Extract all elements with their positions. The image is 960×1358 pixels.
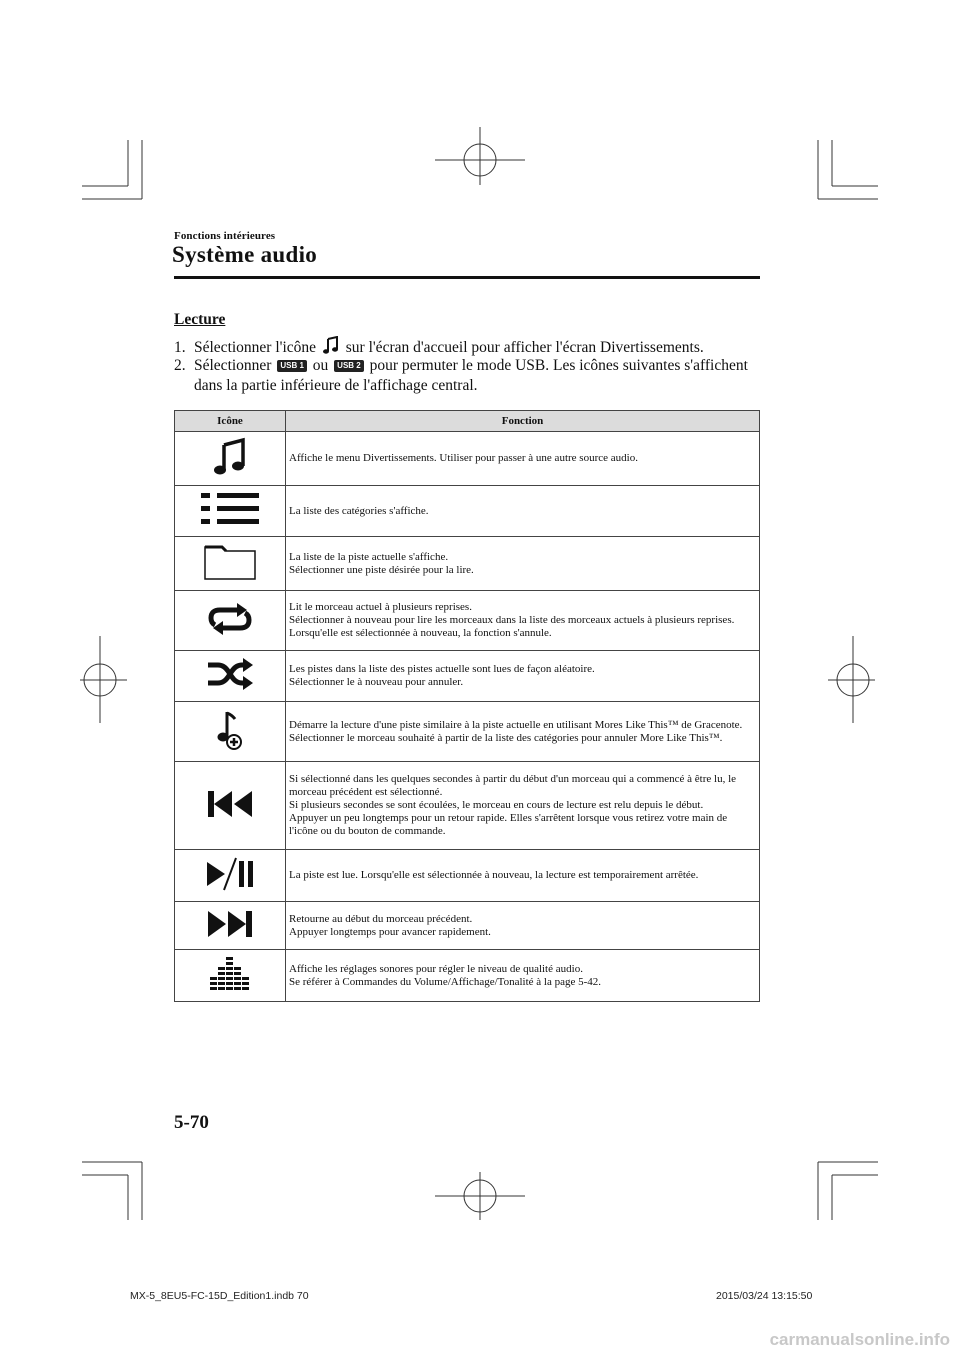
print-timestamp: 2015/03/24 13:15:50: [716, 1290, 813, 1302]
table-row: [175, 486, 760, 537]
next-track-icon: [208, 910, 252, 938]
step-text-continued: dans la partie inférieure de l'affichage central.: [194, 377, 478, 394]
table-row: [175, 762, 760, 850]
usb1-badge: USB 1: [277, 360, 307, 372]
usb2-badge: USB 2: [334, 360, 364, 372]
table-row: [175, 850, 760, 902]
step-text-before: Sélectionner: [194, 357, 272, 374]
sound-settings-icon: [210, 957, 250, 991]
step-text-mid: ou: [312, 357, 329, 374]
function-cell: La liste de la piste actuelle s'affiche. Sélectionner une piste désirée pour la lire.: [286, 537, 760, 591]
title-divider: [174, 276, 760, 279]
icon-cell: [175, 486, 286, 537]
function-cell: Lit le morceau actuel à plusieurs reprises. Sélectionner à nouveau pour lire les morceaux dans la liste des morceaux actuels à plusieurs reprises. Lorsqu'elle est sélectionnée à nouveau, la fonction s'annule.: [286, 591, 760, 651]
icon-cell: [175, 950, 286, 1002]
table-row: [175, 537, 760, 591]
function-cell: Retourne au début du morceau précédent. Appuyer longtemps pour avancer rapidement.: [286, 902, 760, 950]
page-title: Système audio: [172, 242, 318, 267]
table-row: [175, 950, 760, 1002]
music-note-icon: [212, 437, 248, 477]
icon-cell: [175, 702, 286, 762]
print-file-name: MX-5_8EU5-FC-15D_Edition1.indb 70: [130, 1290, 309, 1302]
column-header-function: Fonction: [286, 411, 760, 432]
icon-cell: [175, 850, 286, 902]
function-cell: Démarre la lecture d'une piste similaire à la piste actuelle en utilisant Mores Like This™ de Gracenote. Sélectionner le morceau souhaité à partir de la liste des catégories pour annuler More Like This™.: [286, 702, 760, 762]
play-pause-icon: [205, 857, 255, 891]
folder-icon: [204, 544, 256, 580]
icon-cell: [175, 432, 286, 486]
table-row: [175, 702, 760, 762]
column-header-icon: Icône: [175, 411, 286, 432]
function-cell: La piste est lue. Lorsqu'elle est sélectionnée à nouveau, la lecture est temporairement arrêtée.: [286, 850, 760, 902]
watermark: carmanualsonline.info: [769, 1330, 950, 1349]
table-row: [175, 651, 760, 702]
category-list-icon: [201, 491, 259, 527]
table-row: [175, 591, 760, 651]
step-text-after: sur l'écran d'accueil pour afficher l'écran Divertissements.: [345, 339, 704, 356]
subheading-lecture: Lecture: [174, 311, 226, 328]
more-like-this-icon: [217, 710, 243, 750]
function-cell: La liste des catégories s'affiche.: [286, 486, 760, 537]
step-text-after: pour permuter le mode USB. Les icônes suivantes s'affichent: [369, 357, 748, 374]
function-cell: Si sélectionné dans les quelques secondes à partir du début d'un morceau qui a commencé à être lu, le morceau précédent est sélectionné. Si plusieurs secondes se sont écoulées, le morceau en cours de lecture est relu depuis le début. Appuyer un peu longtemps pour un retour rapide. Elles s'arrêtent lorsque vous retirez votre main de l'icône ou du bouton de commande.: [286, 762, 760, 850]
icon-cell: [175, 537, 286, 591]
icon-function-table: [174, 410, 760, 1002]
function-cell: Les pistes dans la liste des pistes actuelle sont lues de façon aléatoire. Sélectionner le à nouveau pour annuler.: [286, 651, 760, 702]
repeat-icon: [207, 603, 253, 635]
function-cell: Affiche le menu Divertissements. Utiliser pour passer à une autre source audio.: [286, 432, 760, 486]
table-row: [175, 902, 760, 950]
table-header-row: [175, 411, 760, 432]
step-number: 1.: [174, 339, 186, 356]
icon-cell: [175, 902, 286, 950]
function-cell: Affiche les réglages sonores pour régler le niveau de qualité audio. Se référer à Commandes du Volume/Affichage/Tonalité à la page 5-42.: [286, 950, 760, 1002]
step-text-before: Sélectionner l'icône: [194, 339, 317, 356]
icon-cell: [175, 591, 286, 651]
shuffle-icon: [206, 658, 254, 690]
icon-cell: [175, 762, 286, 850]
table-row: [175, 432, 760, 486]
section-label: Fonctions intérieures: [174, 230, 276, 242]
previous-track-icon: [208, 790, 252, 818]
step-number: 2.: [174, 357, 186, 374]
step-2: [174, 356, 764, 396]
page-number: 5-70: [174, 1112, 209, 1133]
icon-cell: [175, 651, 286, 702]
